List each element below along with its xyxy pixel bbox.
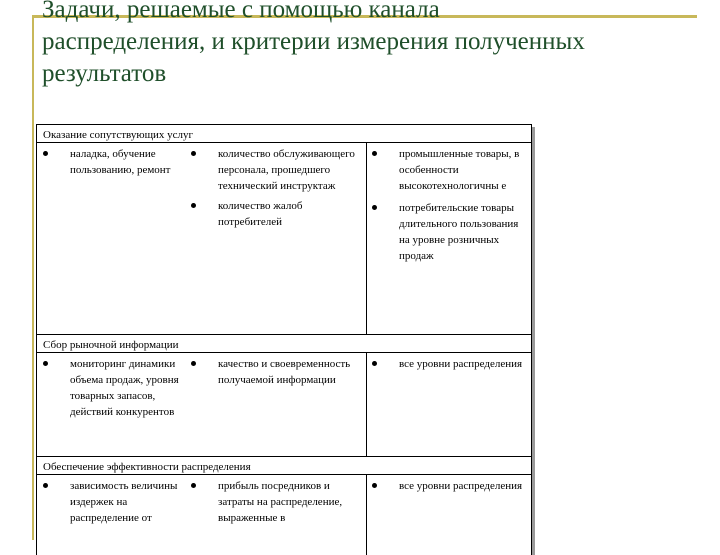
scope-cell — [367, 475, 531, 555]
list-item: зависимость величины издержек на распределение от — [37, 478, 187, 526]
list-item: качество и своевременность получаемой информации — [187, 356, 366, 388]
section-header-efficiency: Обеспечение эффективности распределения — [37, 457, 531, 475]
list-item: все уровни распределения — [367, 356, 531, 372]
list-item: промышленные товары, в особенности высокотехнологичны е — [367, 146, 531, 194]
criteria-cell — [187, 143, 367, 334]
list-item: все уровни распределения — [367, 478, 531, 494]
table-row — [37, 475, 531, 555]
table-row — [37, 143, 531, 335]
tasks-criteria-table — [36, 124, 532, 555]
list-item: прибыль посредников и затраты на распределение, выраженные в — [187, 478, 366, 526]
tasks-cell — [37, 475, 187, 555]
tasks-cell — [37, 143, 187, 334]
slide-title-line-2: распределения, и критерии измерения полученных — [42, 28, 585, 55]
scope-cell — [367, 353, 531, 456]
criteria-cell — [187, 353, 367, 456]
slide-title — [42, 0, 702, 90]
list-item: мониторинг динамики объема продаж, уровня товарных запасов, действий конкурентов — [37, 356, 187, 420]
slide-title-line-3: результатов — [42, 60, 167, 87]
slide-title-line-1: Задачи, решаемые с помощью канала — [42, 0, 440, 23]
criteria-cell — [187, 475, 367, 555]
decorative-left-line — [32, 15, 34, 540]
table-row — [37, 353, 531, 457]
scope-cell — [367, 143, 531, 334]
section-header-market-info: Сбор рыночной информации — [37, 335, 531, 353]
list-item: наладка, обучение пользованию, ремонт — [37, 146, 187, 178]
section-header-services: Оказание сопутствующих услуг — [37, 125, 531, 143]
tasks-cell — [37, 353, 187, 456]
list-item: количество обслуживающего персонала, прошедшего технический инструктаж — [187, 146, 366, 194]
list-item: потребительские товары длительного пользования на уровне розничных продаж — [367, 200, 531, 264]
list-item: количество жалоб потребителей — [187, 198, 366, 230]
